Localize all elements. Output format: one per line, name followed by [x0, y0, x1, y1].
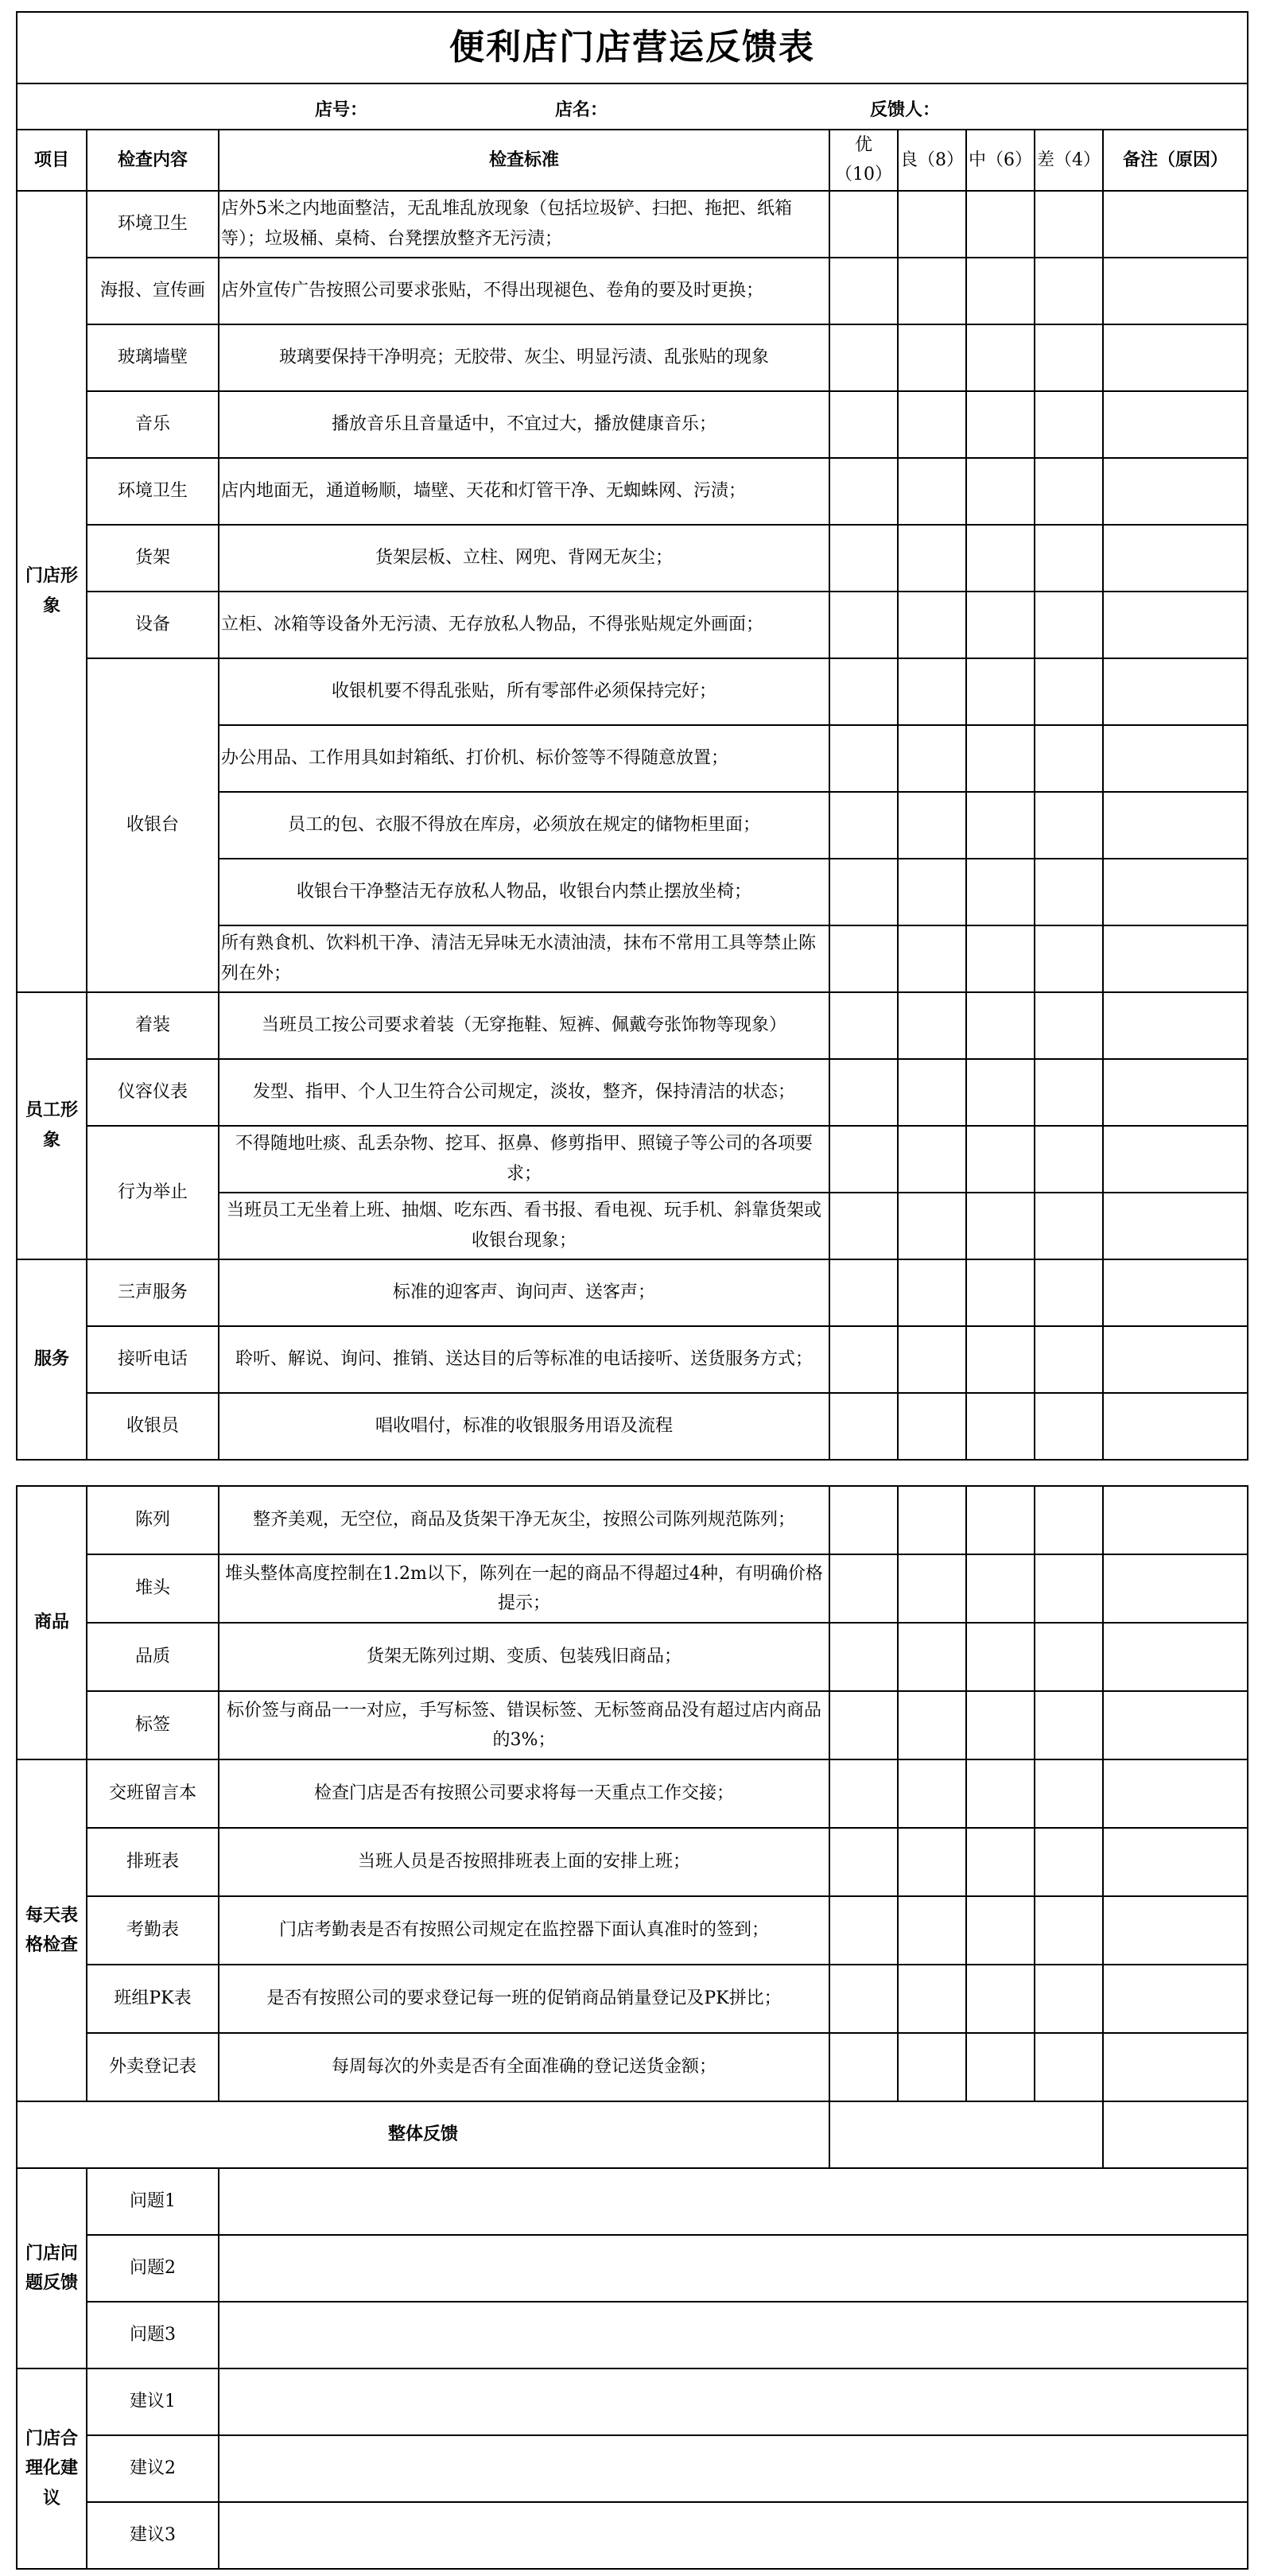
remark-cell[interactable]	[1103, 792, 1248, 859]
suggestion-input-cell[interactable]	[219, 2368, 1248, 2435]
score-good-cell[interactable]	[898, 992, 966, 1059]
content-cell: 着装	[87, 992, 219, 1059]
score-medium-cell[interactable]	[966, 258, 1035, 324]
content-cell: 交班留言本	[87, 1759, 219, 1828]
content-cell: 标签	[87, 1691, 219, 1759]
score-good-cell[interactable]	[898, 1896, 966, 1965]
score-medium-cell[interactable]	[966, 1326, 1035, 1393]
page-title: 便利店门店营运反馈表	[17, 12, 1248, 83]
remark-cell[interactable]	[1103, 458, 1248, 525]
score-excellent-cell[interactable]	[829, 1965, 898, 2033]
remark-cell[interactable]	[1103, 1554, 1248, 1623]
content-cell: 海报、宣传画	[87, 258, 219, 324]
score-poor-cell[interactable]	[1035, 1828, 1103, 1896]
standard-cell: 店外宣传广告按照公司要求张贴，不得出现褪色、卷角的要及时更换；	[219, 258, 829, 324]
score-medium-cell[interactable]	[966, 792, 1035, 859]
standard-cell: 货架无陈列过期、变质、包装残旧商品；	[219, 1623, 829, 1691]
score-excellent-cell[interactable]	[829, 925, 898, 992]
header-poor: 差（4）	[1035, 130, 1103, 191]
remark-cell[interactable]	[1103, 1059, 1248, 1126]
score-medium-cell[interactable]	[966, 925, 1035, 992]
standard-cell: 门店考勤表是否有按照公司规定在监控器下面认真准时的签到；	[219, 1896, 829, 1965]
standard-cell: 店内地面无，通道畅顺，墙壁、天花和灯管干净、无蜘蛛网、污渍；	[219, 458, 829, 525]
standard-cell: 发型、指甲、个人卫生符合公司规定，淡妆，整齐，保持清洁的状态；	[219, 1059, 829, 1126]
standard-cell: 货架层板、立柱、网兜、背网无灰尘；	[219, 525, 829, 592]
standard-cell: 当班员工按公司要求着装（无穿拖鞋、短裤、佩戴夸张饰物等现象）	[219, 992, 829, 1059]
remark-cell[interactable]	[1103, 1965, 1248, 2033]
score-medium-cell[interactable]	[966, 592, 1035, 658]
remark-cell[interactable]	[1103, 258, 1248, 324]
score-excellent-cell[interactable]	[829, 992, 898, 1059]
score-excellent-cell[interactable]	[829, 1193, 898, 1259]
header-item: 项目	[17, 130, 87, 191]
score-good-cell[interactable]	[898, 1691, 966, 1759]
score-poor-cell[interactable]	[1035, 525, 1103, 592]
problem-label: 问题1	[87, 2168, 219, 2235]
standard-cell: 整齐美观，无空位，商品及货架干净无灰尘，按照公司陈列规范陈列；	[219, 1486, 829, 1554]
score-poor-cell[interactable]	[1035, 1126, 1103, 1193]
store-no-label: 店号：	[315, 99, 368, 120]
score-good-cell[interactable]	[898, 792, 966, 859]
score-medium-cell[interactable]	[966, 1393, 1035, 1460]
header-excellent: 优（10）	[829, 130, 898, 191]
score-excellent-cell[interactable]	[829, 458, 898, 525]
score-poor-cell[interactable]	[1035, 324, 1103, 391]
remark-cell[interactable]	[1103, 1828, 1248, 1896]
remark-cell[interactable]	[1103, 1393, 1248, 1460]
standard-cell: 店外5米之内地面整洁，无乱堆乱放现象（包括垃圾铲、扫把、拖把、纸箱等）；垃圾桶、桌椅、台凳摆放整齐无污渍；	[219, 191, 829, 258]
score-medium-cell[interactable]	[966, 1259, 1035, 1326]
score-poor-cell[interactable]	[1035, 925, 1103, 992]
score-excellent-cell[interactable]	[829, 2033, 898, 2101]
category-service: 服务	[17, 1259, 87, 1460]
score-good-cell[interactable]	[898, 1259, 966, 1326]
score-poor-cell[interactable]	[1035, 658, 1103, 725]
score-medium-cell[interactable]	[966, 525, 1035, 592]
score-good-cell[interactable]	[898, 458, 966, 525]
category-problems: 门店问题反馈	[17, 2168, 87, 2368]
content-cell: 陈列	[87, 1486, 219, 1554]
suggestion-label: 建议3	[87, 2502, 219, 2569]
score-excellent-cell[interactable]	[829, 1326, 898, 1393]
remark-cell[interactable]	[1103, 925, 1248, 992]
standard-cell: 所有熟食机、饮料机干净、清洁无异味无水渍油渍，抹布不常用工具等禁止陈列在外；	[219, 925, 829, 992]
remark-cell[interactable]	[1103, 1896, 1248, 1965]
standard-cell: 标价签与商品一一对应，手写标签、错误标签、无标签商品没有超过店内商品的3%；	[219, 1691, 829, 1759]
score-medium-cell[interactable]	[966, 1691, 1035, 1759]
standard-cell: 员工的包、衣服不得放在库房，必须放在规定的储物柜里面；	[219, 792, 829, 859]
remark-cell[interactable]	[1103, 1623, 1248, 1691]
remark-cell[interactable]	[1103, 1486, 1248, 1554]
suggestion-input-cell[interactable]	[219, 2435, 1248, 2502]
score-excellent-cell[interactable]	[829, 1896, 898, 1965]
score-poor-cell[interactable]	[1035, 1259, 1103, 1326]
remark-cell[interactable]	[1103, 992, 1248, 1059]
standard-cell: 是否有按照公司的要求登记每一班的促销商品销量登记及PK拼比；	[219, 1965, 829, 2033]
score-good-cell[interactable]	[898, 525, 966, 592]
score-poor-cell[interactable]	[1035, 1193, 1103, 1259]
score-good-cell[interactable]	[898, 2033, 966, 2101]
score-medium-cell[interactable]	[966, 458, 1035, 525]
score-excellent-cell[interactable]	[829, 792, 898, 859]
score-excellent-cell[interactable]	[829, 1691, 898, 1759]
feedback-table-part-1	[16, 11, 1248, 1461]
score-excellent-cell[interactable]	[829, 658, 898, 725]
score-medium-cell[interactable]	[966, 1828, 1035, 1896]
header-content: 检查内容	[87, 130, 219, 191]
score-poor-cell[interactable]	[1035, 1896, 1103, 1965]
score-good-cell[interactable]	[898, 1828, 966, 1896]
score-good-cell[interactable]	[898, 1193, 966, 1259]
remark-cell[interactable]	[1103, 525, 1248, 592]
content-cell: 三声服务	[87, 1259, 219, 1326]
overall-score-cell[interactable]	[829, 2101, 1103, 2168]
remark-cell[interactable]	[1103, 1691, 1248, 1759]
standard-cell: 收银台干净整洁无存放私人物品，收银台内禁止摆放坐椅；	[219, 859, 829, 925]
overall-feedback-label: 整体反馈	[17, 2101, 829, 2168]
score-poor-cell[interactable]	[1035, 592, 1103, 658]
standard-cell: 不得随地吐痰、乱丢杂物、挖耳、抠鼻、修剪指甲、照镜子等公司的各项要求；	[219, 1126, 829, 1193]
standard-cell: 聆听、解说、询问、推销、送达目的后等标准的电话接听、送货服务方式；	[219, 1326, 829, 1393]
suggestion-label: 建议1	[87, 2368, 219, 2435]
score-medium-cell[interactable]	[966, 1486, 1035, 1554]
problem-label: 问题2	[87, 2235, 219, 2302]
content-cell: 玻璃墙壁	[87, 324, 219, 391]
content-cell: 货架	[87, 525, 219, 592]
content-cell: 仪容仪表	[87, 1059, 219, 1126]
score-poor-cell[interactable]	[1035, 458, 1103, 525]
score-poor-cell[interactable]	[1035, 258, 1103, 324]
standard-cell: 唱收唱付，标准的收银服务用语及流程	[219, 1393, 829, 1460]
problem-label: 问题3	[87, 2302, 219, 2368]
score-medium-cell[interactable]	[966, 992, 1035, 1059]
remark-cell[interactable]	[1103, 725, 1248, 792]
standard-cell: 当班员工无坐着上班、抽烟、吃东西、看书报、看电视、玩手机、斜靠货架或收银台现象；	[219, 1193, 829, 1259]
score-poor-cell[interactable]	[1035, 1554, 1103, 1623]
standard-cell: 堆头整体高度控制在1.2m以下，陈列在一起的商品不得超过4种，有明确价格提示；	[219, 1554, 829, 1623]
score-good-cell[interactable]	[898, 258, 966, 324]
content-cell: 外卖登记表	[87, 2033, 219, 2101]
score-good-cell[interactable]	[898, 1965, 966, 2033]
score-medium-cell[interactable]	[966, 391, 1035, 458]
category-staff-image: 员工形象	[17, 992, 87, 1259]
score-excellent-cell[interactable]	[829, 1759, 898, 1828]
score-good-cell[interactable]	[898, 1486, 966, 1554]
content-cell: 环境卫生	[87, 191, 219, 258]
score-excellent-cell[interactable]	[829, 1059, 898, 1126]
score-excellent-cell[interactable]	[829, 258, 898, 324]
category-suggestions: 门店合理化建议	[17, 2368, 87, 2569]
category-goods: 商品	[17, 1486, 87, 1759]
standard-cell: 收银机要不得乱张贴，所有零部件必须保持完好；	[219, 658, 829, 725]
standard-cell: 每周每次的外卖是否有全面准确的登记送货金额；	[219, 2033, 829, 2101]
score-poor-cell[interactable]	[1035, 792, 1103, 859]
header-remark: 备注（原因）	[1103, 130, 1248, 191]
content-cell: 考勤表	[87, 1896, 219, 1965]
score-poor-cell[interactable]	[1035, 1759, 1103, 1828]
score-poor-cell[interactable]	[1035, 725, 1103, 792]
standard-cell: 当班人员是否按照排班表上面的安排上班；	[219, 1828, 829, 1896]
standard-cell: 玻璃要保持干净明亮；无胶带、灰尘、明显污渍、乱张贴的现象	[219, 324, 829, 391]
store-name-label: 店名：	[555, 99, 608, 120]
score-medium-cell[interactable]	[966, 1965, 1035, 2033]
score-medium-cell[interactable]	[966, 725, 1035, 792]
content-cell: 环境卫生	[87, 458, 219, 525]
standard-cell: 检查门店是否有按照公司要求将每一天重点工作交接；	[219, 1759, 829, 1828]
score-excellent-cell[interactable]	[829, 592, 898, 658]
score-poor-cell[interactable]	[1035, 391, 1103, 458]
score-poor-cell[interactable]	[1035, 1691, 1103, 1759]
score-excellent-cell[interactable]	[829, 1554, 898, 1623]
remark-cell[interactable]	[1103, 658, 1248, 725]
remark-cell[interactable]	[1103, 2033, 1248, 2101]
remark-cell[interactable]	[1103, 592, 1248, 658]
score-medium-cell[interactable]	[966, 1759, 1035, 1828]
suggestion-input-cell[interactable]	[219, 2502, 1248, 2569]
remark-cell[interactable]	[1103, 1759, 1248, 1828]
score-poor-cell[interactable]	[1035, 1059, 1103, 1126]
score-excellent-cell[interactable]	[829, 391, 898, 458]
score-good-cell[interactable]	[898, 191, 966, 258]
score-medium-cell[interactable]	[966, 324, 1035, 391]
score-excellent-cell[interactable]	[829, 1828, 898, 1896]
standard-cell: 立柜、冰箱等设备外无污渍、无存放私人物品，不得张贴规定外画面；	[219, 592, 829, 658]
score-poor-cell[interactable]	[1035, 992, 1103, 1059]
score-medium-cell[interactable]	[966, 658, 1035, 725]
remark-cell[interactable]	[1103, 1126, 1248, 1193]
score-medium-cell[interactable]	[966, 191, 1035, 258]
content-cell: 收银员	[87, 1393, 219, 1460]
content-cell: 设备	[87, 592, 219, 658]
header-standard: 检查标准	[219, 130, 829, 191]
score-good-cell[interactable]	[898, 1554, 966, 1623]
score-medium-cell[interactable]	[966, 1623, 1035, 1691]
score-medium-cell[interactable]	[966, 1193, 1035, 1259]
remark-cell[interactable]	[1103, 1326, 1248, 1393]
problem-input-cell[interactable]	[219, 2302, 1248, 2368]
feedback-table-part-2	[16, 1485, 1248, 2570]
score-good-cell[interactable]	[898, 725, 966, 792]
content-cell-behavior: 行为举止	[87, 1126, 219, 1259]
score-medium-cell[interactable]	[966, 859, 1035, 925]
remark-cell[interactable]	[1103, 859, 1248, 925]
problem-input-cell[interactable]	[219, 2168, 1248, 2235]
remark-cell[interactable]	[1103, 1193, 1248, 1259]
remark-cell[interactable]	[1103, 191, 1248, 258]
remark-cell[interactable]	[1103, 1259, 1248, 1326]
score-poor-cell[interactable]	[1035, 859, 1103, 925]
score-good-cell[interactable]	[898, 592, 966, 658]
feedback-person-label: 反馈人：	[870, 99, 941, 120]
score-medium-cell[interactable]	[966, 1896, 1035, 1965]
content-cell: 堆头	[87, 1554, 219, 1623]
score-good-cell[interactable]	[898, 925, 966, 992]
header-good: 良（8）	[898, 130, 966, 191]
score-poor-cell[interactable]	[1035, 2033, 1103, 2101]
score-good-cell[interactable]	[898, 1759, 966, 1828]
score-poor-cell[interactable]	[1035, 1326, 1103, 1393]
score-poor-cell[interactable]	[1035, 191, 1103, 258]
category-store-image: 门店形象	[17, 191, 87, 992]
score-excellent-cell[interactable]	[829, 324, 898, 391]
content-cell: 音乐	[87, 391, 219, 458]
content-cell: 班组PK表	[87, 1965, 219, 2033]
remark-cell[interactable]	[1103, 391, 1248, 458]
score-medium-cell[interactable]	[966, 1554, 1035, 1623]
score-excellent-cell[interactable]	[829, 1126, 898, 1193]
score-good-cell[interactable]	[898, 859, 966, 925]
score-poor-cell[interactable]	[1035, 1965, 1103, 2033]
score-excellent-cell[interactable]	[829, 1259, 898, 1326]
score-excellent-cell[interactable]	[829, 725, 898, 792]
content-cell: 排班表	[87, 1828, 219, 1896]
score-poor-cell[interactable]	[1035, 1393, 1103, 1460]
store-info-row	[17, 83, 1248, 130]
score-good-cell[interactable]	[898, 1623, 966, 1691]
standard-cell: 办公用品、工作用具如封箱纸、打价机、标价签等不得随意放置；	[219, 725, 829, 792]
score-good-cell[interactable]	[898, 1326, 966, 1393]
score-excellent-cell[interactable]	[829, 859, 898, 925]
score-poor-cell[interactable]	[1035, 1486, 1103, 1554]
content-cell-cashier: 收银台	[87, 658, 219, 992]
score-excellent-cell[interactable]	[829, 525, 898, 592]
score-excellent-cell[interactable]	[829, 1486, 898, 1554]
standard-cell: 标准的迎客声、询问声、送客声；	[219, 1259, 829, 1326]
suggestion-label: 建议2	[87, 2435, 219, 2502]
score-excellent-cell[interactable]	[829, 191, 898, 258]
standard-cell: 播放音乐且音量适中，不宜过大，播放健康音乐；	[219, 391, 829, 458]
score-good-cell[interactable]	[898, 391, 966, 458]
score-good-cell[interactable]	[898, 1393, 966, 1460]
score-good-cell[interactable]	[898, 1059, 966, 1126]
category-daily-forms: 每天表格检查	[17, 1759, 87, 2101]
problem-input-cell[interactable]	[219, 2235, 1248, 2302]
score-excellent-cell[interactable]	[829, 1623, 898, 1691]
score-good-cell[interactable]	[898, 1126, 966, 1193]
score-good-cell[interactable]	[898, 658, 966, 725]
score-medium-cell[interactable]	[966, 2033, 1035, 2101]
score-excellent-cell[interactable]	[829, 1393, 898, 1460]
remark-cell[interactable]	[1103, 324, 1248, 391]
header-medium: 中（6）	[966, 130, 1035, 191]
overall-remark-cell[interactable]	[1103, 2101, 1248, 2168]
content-cell: 接听电话	[87, 1326, 219, 1393]
score-medium-cell[interactable]	[966, 1059, 1035, 1126]
score-poor-cell[interactable]	[1035, 1623, 1103, 1691]
score-good-cell[interactable]	[898, 324, 966, 391]
content-cell: 品质	[87, 1623, 219, 1691]
score-medium-cell[interactable]	[966, 1126, 1035, 1193]
